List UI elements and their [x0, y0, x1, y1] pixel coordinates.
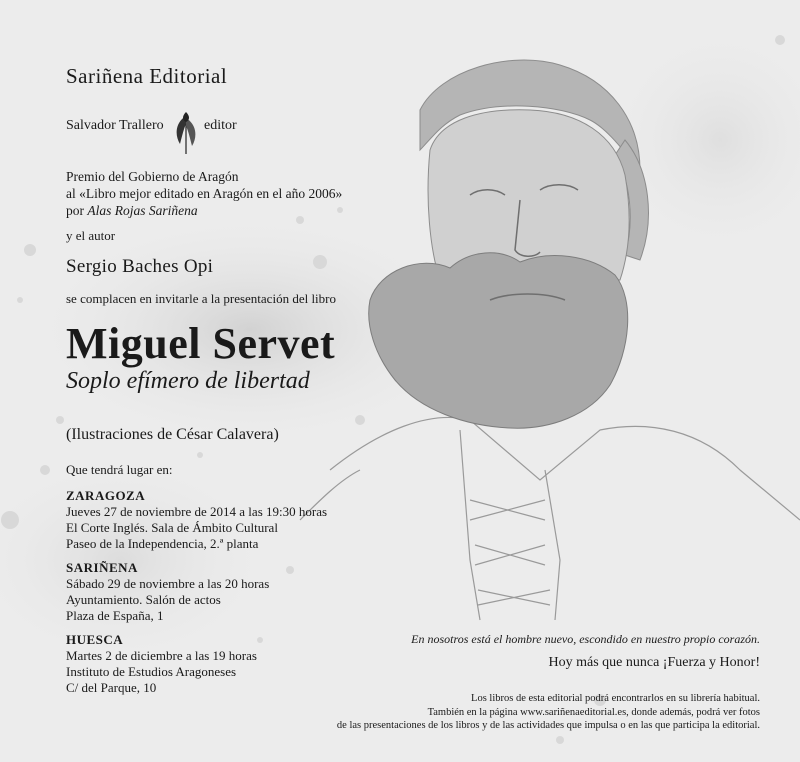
- publisher-editor-row: [66, 118, 237, 134]
- venue-city: HUESCA: [66, 632, 124, 647]
- venues-intro: Que tendrá lugar en:: [66, 462, 173, 477]
- award-line-1: Premio del Gobierno de Aragón: [66, 169, 239, 184]
- venue-huesca: [66, 632, 257, 696]
- illustrations-credit: (Ilustraciones de César Calavera): [66, 426, 279, 443]
- footer-note-line-3: de las presentaciones de los libros y de las actividades que impulsa o en las que participa la editorial.: [336, 720, 760, 731]
- invite-text: se complacen en invitarle a la presentación del libro: [66, 291, 336, 306]
- editor-name: Salvador Trallero: [66, 118, 164, 133]
- book-title: Miguel Servet: [66, 319, 336, 368]
- editor-role: editor: [204, 118, 237, 133]
- venue-date: Jueves 27 de noviembre de 2014 a las 19:30 horas: [66, 504, 328, 519]
- award-text: [66, 168, 342, 219]
- venue-date: Sábado 29 de noviembre a las 20 horas: [66, 576, 270, 591]
- quote-text: En nosotros está el hombre nuevo, escondido en nuestro propio corazón.: [411, 632, 760, 646]
- venue-place: El Corte Inglés. Sala de Ámbito Cultural: [66, 520, 278, 535]
- venue-place: Ayuntamiento. Salón de actos: [66, 592, 221, 607]
- author-name: Sergio Baches Opi: [66, 256, 214, 277]
- venue-address: Paseo de la Independencia, 2.ª planta: [66, 536, 259, 551]
- venue-date: Martes 2 de diciembre a las 19 horas: [66, 648, 257, 663]
- and-author-label: y el autor: [66, 228, 116, 243]
- footer-note: [337, 692, 760, 733]
- venue-address: C/ del Parque, 10: [66, 680, 157, 695]
- venue-zaragoza: [66, 488, 327, 552]
- venue-sarinena: [66, 560, 269, 624]
- book-subtitle: Soplo efímero de libertad: [66, 368, 310, 394]
- award-line-3-prefix: por: [66, 203, 88, 218]
- motto-text: Hoy más que nunca ¡Fuerza y Honor!: [548, 655, 760, 670]
- feather-icon: [172, 108, 200, 156]
- footer-note-line-2: También en la página www.sariñenaeditorial.es, donde además, podrá ver fotos: [427, 706, 760, 718]
- footer-note-line-1: Los libros de esta editorial podrá encontrarlos en su librería habitual.: [471, 693, 760, 704]
- award-line-2: al «Libro mejor editado en Aragón en el año 2006»: [66, 186, 343, 201]
- venue-place: Instituto de Estudios Aragoneses: [66, 664, 237, 679]
- venue-address: Plaza de España, 1: [66, 608, 164, 623]
- venue-city: SARIÑENA: [66, 560, 138, 575]
- award-book-title: Alas Rojas Sariñena: [87, 203, 198, 218]
- venue-city: ZARAGOZA: [66, 488, 146, 503]
- award-line-3: [66, 202, 342, 219]
- publisher-name: Sariñena Editorial: [66, 64, 228, 88]
